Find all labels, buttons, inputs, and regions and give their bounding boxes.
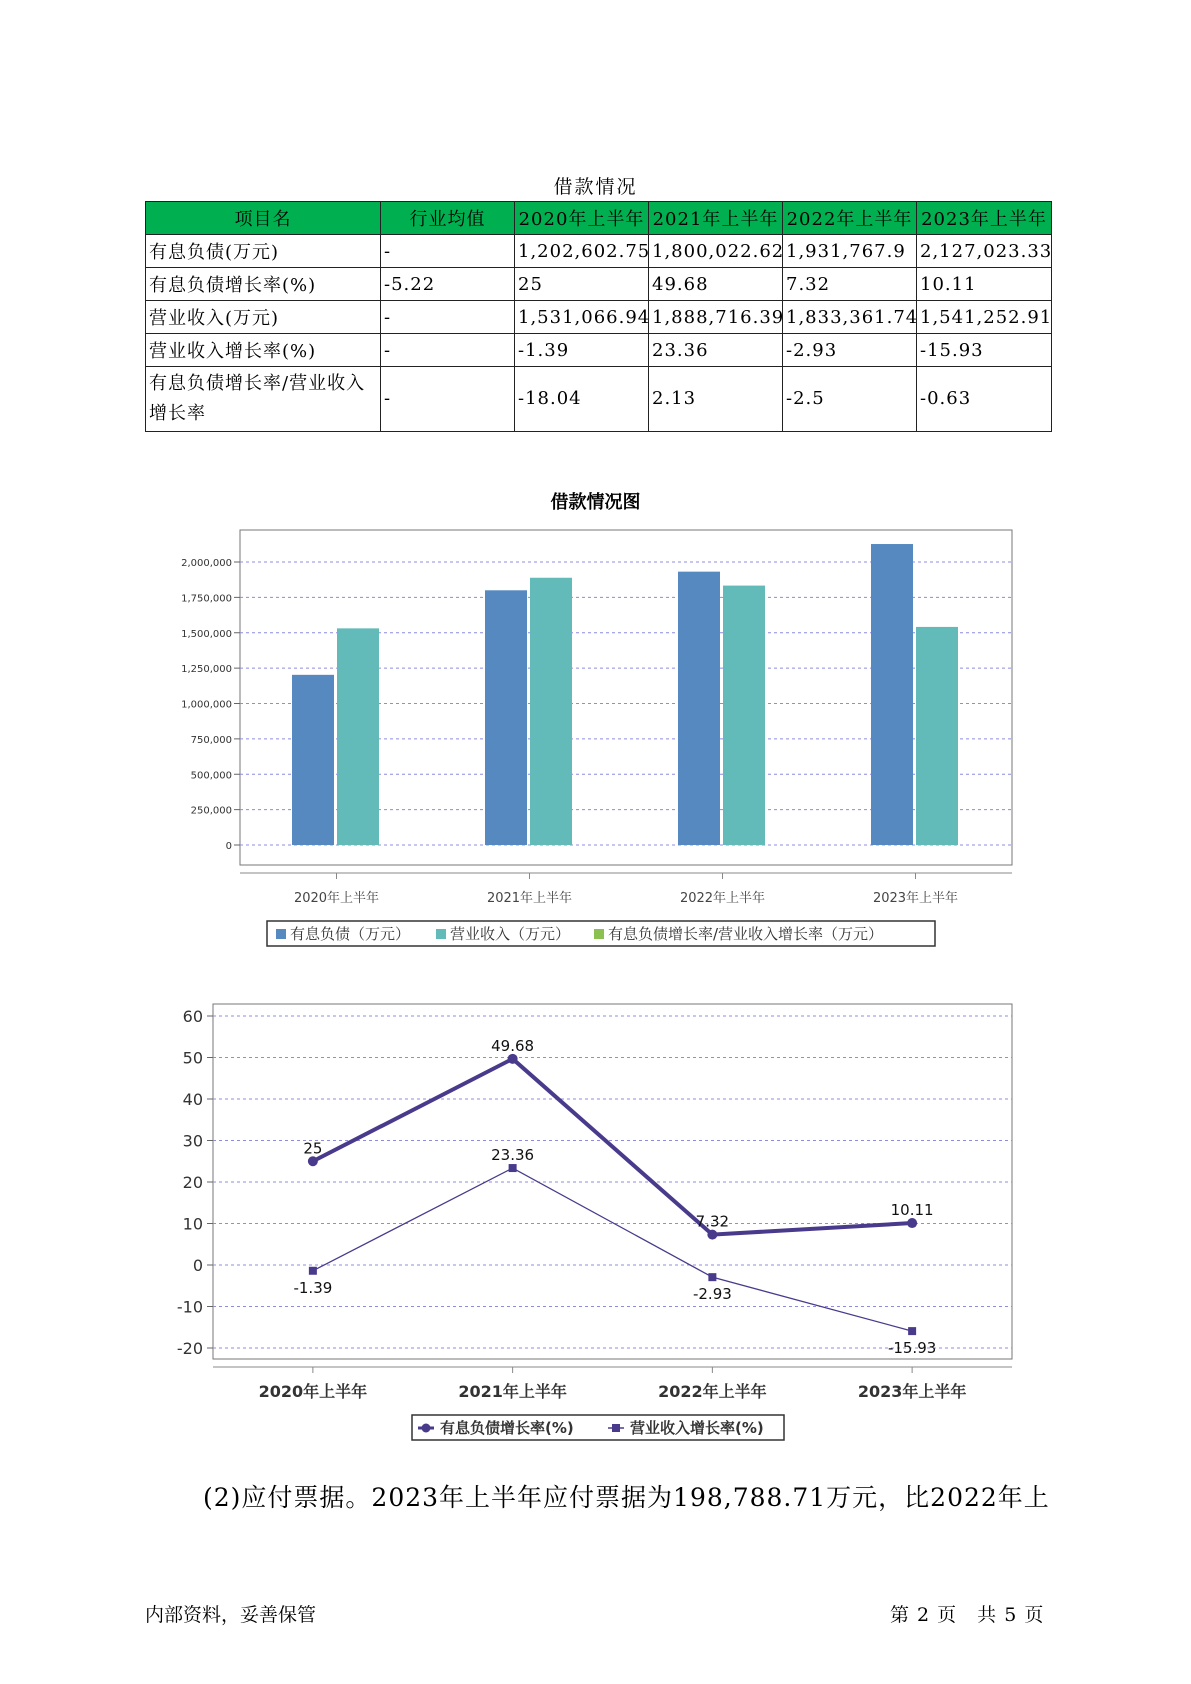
table-cell: 1,800,022.62 [649,235,783,268]
data-label: 10.11 [890,1201,934,1220]
data-label: -15.93 [887,1339,937,1358]
legend-swatch [594,929,604,939]
data-label: -1.39 [293,1278,333,1297]
bar-chart [0,515,1191,975]
table-cell: 25 [515,268,649,301]
bar [485,590,527,845]
table-cell: 1,833,361.74 [783,301,917,334]
table-cell: - [381,367,515,432]
column-header: 2021年上半年 [649,202,783,235]
x-tick-label: 2023年上半年 [872,891,959,906]
y-tick-label: -20 [176,1339,203,1358]
bar [723,586,765,845]
data-label: 49.68 [491,1036,535,1055]
data-point [509,1164,517,1172]
legend-swatch [436,929,446,939]
table-cell: 10.11 [917,268,1052,301]
table-cell: 1,202,602.75 [515,235,649,268]
bar [530,578,572,845]
x-tick-label: 2021年上半年 [458,1382,567,1401]
table-cell: 7.32 [783,268,917,301]
y-tick-label: 2,000,000 [181,558,232,569]
footer-confidential-note: 内部资料，妥善保管 [145,1604,317,1626]
table-row [146,334,1052,367]
legend-swatch [276,929,286,939]
legend-label: 营业收入（万元） [450,925,571,943]
table-cell: -0.63 [917,367,1052,432]
column-header: 2023年上半年 [917,202,1052,235]
column-header: 项目名 [146,202,381,235]
bar [916,627,958,845]
table-cell: -1.39 [515,334,649,367]
y-tick-label: 250,000 [190,805,232,817]
table-cell: -18.04 [515,367,649,432]
legend-marker [422,1424,431,1433]
data-point [907,1218,917,1228]
table-cell: 1,541,252.91 [917,301,1052,334]
bar [337,628,379,845]
column-header: 2020年上半年 [515,202,649,235]
line-chart [0,980,1191,1437]
table-cell: - [381,334,515,367]
data-point [508,1054,518,1064]
table-caption: 借款情况 [553,176,638,198]
table-cell: 1,531,066.94 [515,301,649,334]
y-tick-label: 0 [225,841,232,852]
y-tick-label: 10 [182,1214,203,1234]
table-cell: 1,888,716.39 [649,301,783,334]
y-tick-label: 1,250,000 [181,664,232,676]
table-cell: 有息负债增长率(%) [146,268,381,301]
table-cell: -5.22 [381,268,515,301]
table-cell: 有息负债(万元) [146,235,381,268]
table-cell: -15.93 [917,334,1052,367]
legend-marker [612,1424,620,1432]
legend-label: 有息负债增长率/营业收入增长率（万元） [608,925,884,943]
y-tick-label: 500,000 [190,770,232,782]
table-cell: 营业收入(万元) [146,301,381,334]
table-row [146,268,1052,301]
y-tick-label: 1,500,000 [181,628,232,640]
table-cell: 营业收入增长率(%) [146,334,381,367]
y-tick-label: 750,000 [190,734,232,746]
data-label: 7.32 [695,1212,730,1231]
footer-page-number: 第 2 页 共 5 页 [890,1604,1045,1626]
table-header-row [146,202,1052,235]
table-cell: - [381,301,515,334]
y-tick-label: 1,000,000 [181,699,232,711]
data-point [707,1230,717,1240]
borrowing-table [145,201,1052,432]
y-tick-label: 0 [192,1256,203,1275]
x-tick-label: 2023年上半年 [857,1382,967,1401]
y-tick-label: 1,750,000 [181,593,232,605]
table-cell: 1,931,767.9 [783,235,917,268]
y-tick-label: 60 [182,1007,203,1026]
legend-label: 营业收入增长率(%) [630,1419,764,1437]
y-tick-label: 30 [182,1131,203,1151]
legend-label: 有息负债增长率(%) [440,1419,574,1437]
data-point [908,1327,916,1335]
column-header: 行业均值 [381,202,515,235]
bar [292,675,334,845]
x-tick-label: 2021年上半年 [486,891,573,906]
data-point [308,1156,318,1166]
y-tick-label: -10 [176,1297,203,1317]
x-tick-label: 2022年上半年 [658,1382,767,1401]
y-tick-label: 20 [182,1173,203,1192]
y-tick-label: 50 [182,1048,203,1068]
x-tick-label: 2020年上半年 [258,1382,368,1401]
table-cell: 有息负债增长率/营业收入增长率 [146,367,381,432]
table-cell: -2.5 [783,367,917,432]
table-row [146,235,1052,268]
data-label: 25 [303,1139,323,1158]
table-cell: 49.68 [649,268,783,301]
table-cell: - [381,235,515,268]
data-point [309,1267,317,1275]
table-cell: -2.93 [783,334,917,367]
y-tick-label: 40 [182,1090,203,1109]
data-label: -2.93 [692,1285,732,1304]
body-paragraph: (2)应付票据。2023年上半年应付票据为198,788.71万元，比2022年上 [203,1483,1050,1512]
bar-chart-title: 借款情况图 [550,492,641,513]
table-cell: 2.13 [649,367,783,432]
data-label: 23.36 [491,1146,535,1165]
bar [871,544,913,845]
x-tick-label: 2020年上半年 [293,891,380,906]
bar [678,572,720,845]
table-row [146,301,1052,334]
table-cell: 23.36 [649,334,783,367]
column-header: 2022年上半年 [783,202,917,235]
table-cell: 2,127,023.33 [917,235,1052,268]
table-row [146,367,1052,432]
x-tick-label: 2022年上半年 [679,891,766,906]
data-point [708,1273,716,1281]
legend-label: 有息负债（万元） [290,925,411,943]
